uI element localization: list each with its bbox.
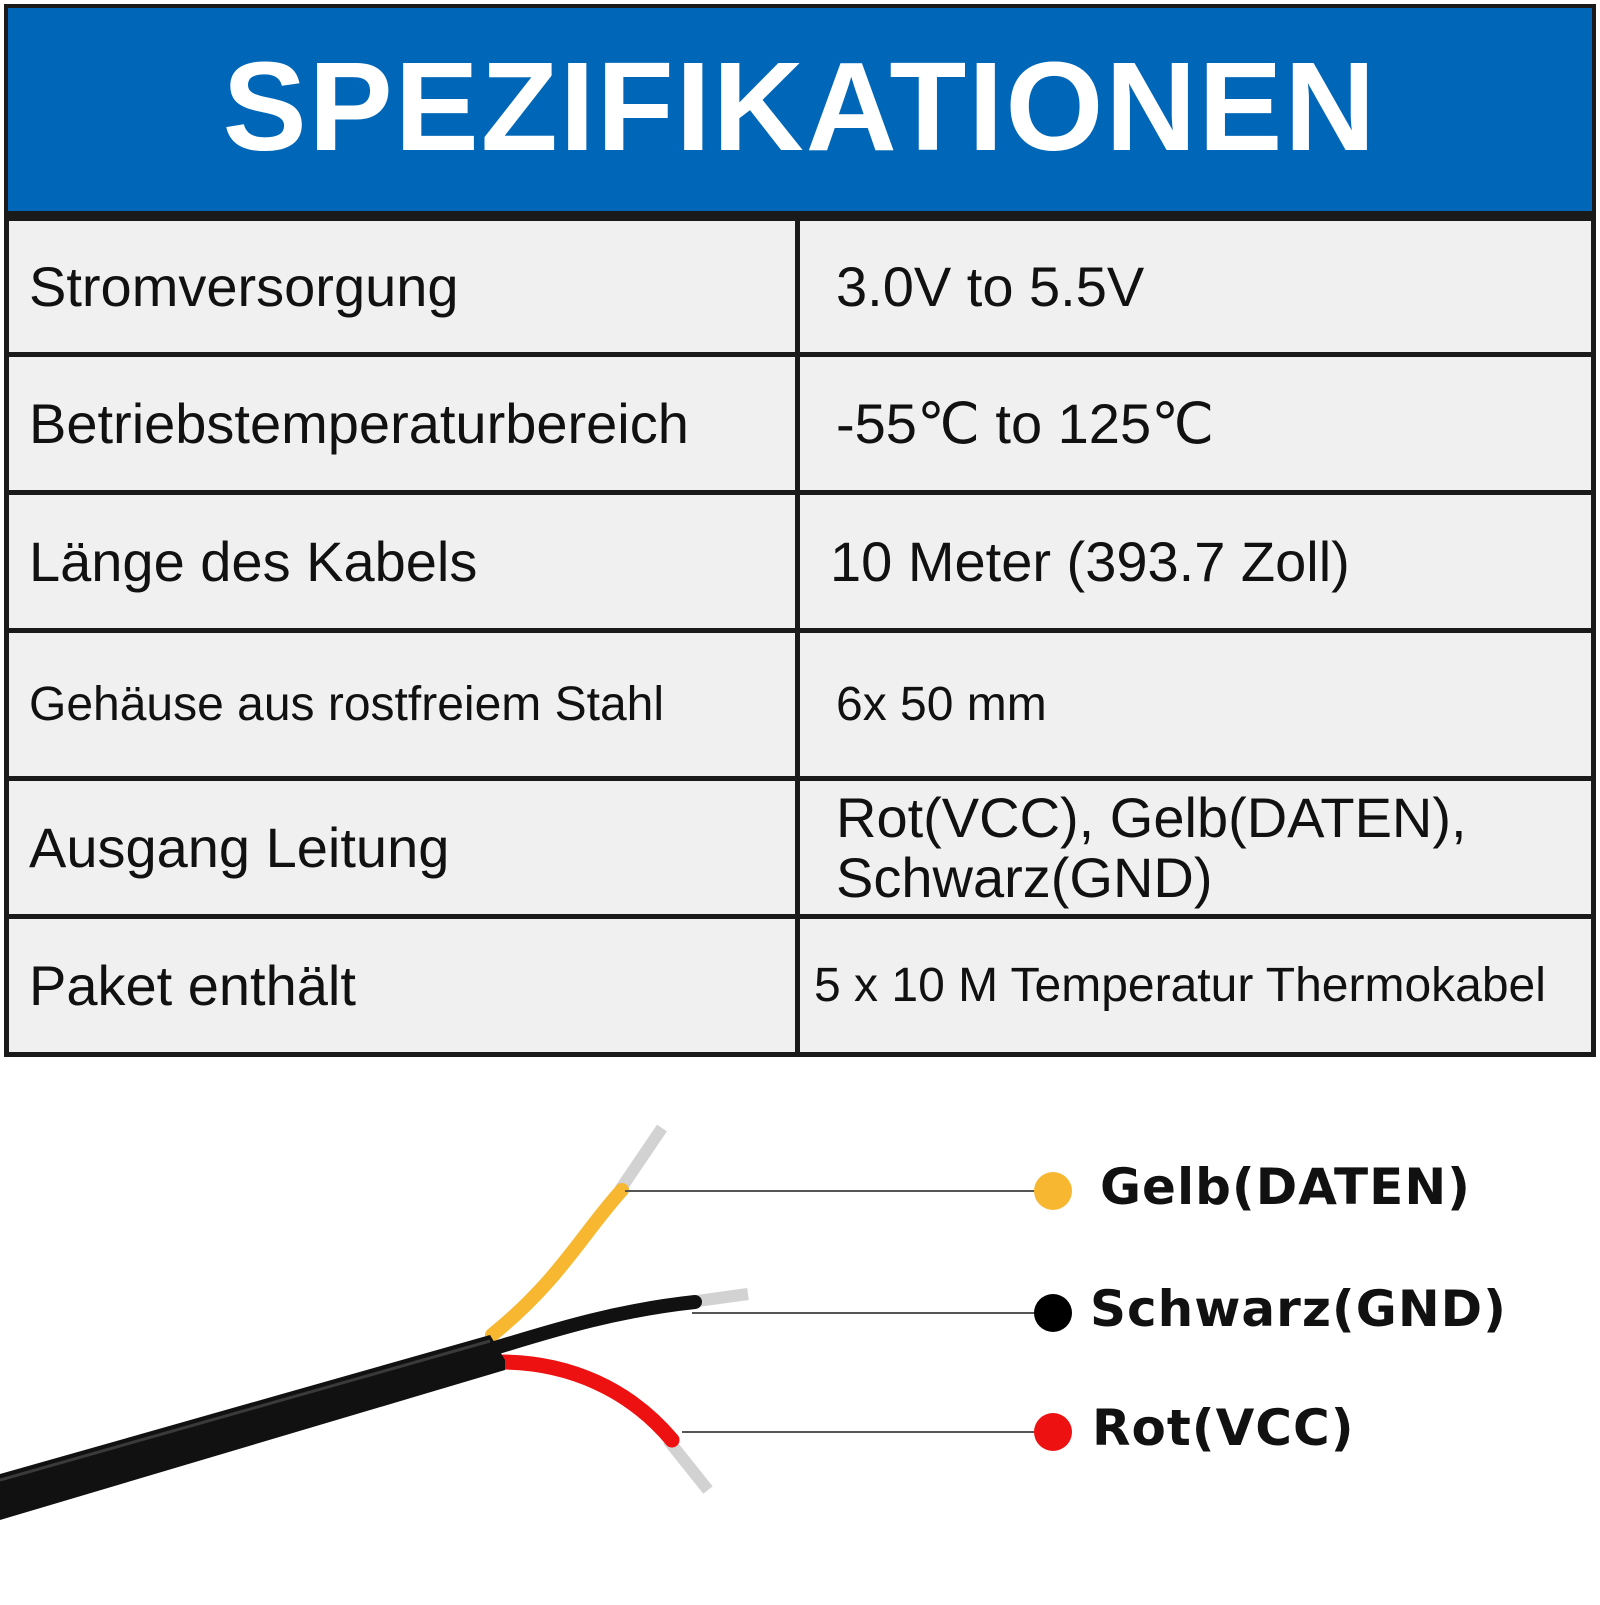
red-dot bbox=[1034, 1413, 1072, 1451]
spec-label: Länge des Kabels bbox=[7, 493, 798, 631]
spec-value: -55℃ to 125℃ bbox=[798, 355, 1594, 493]
spec-label: Ausgang Leitung bbox=[7, 779, 798, 917]
table-row bbox=[7, 917, 1594, 1055]
red-wire-tip bbox=[668, 1440, 708, 1490]
spec-label: Stromversorgung bbox=[7, 219, 798, 355]
page-title: SPEZIFIKATIONEN bbox=[222, 35, 1378, 177]
spec-label: Betriebstemperaturbereich bbox=[7, 355, 798, 493]
spec-label: Gehäuse aus rostfreiem Stahl bbox=[7, 631, 798, 779]
spec-value: Rot(VCC), Gelb(DATEN), Schwarz(GND) bbox=[798, 779, 1594, 917]
spec-value: 6x 50 mm bbox=[798, 631, 1594, 779]
spec-value: 3.0V to 5.5V bbox=[798, 219, 1594, 355]
black-dot bbox=[1034, 1294, 1072, 1332]
yellow-dot bbox=[1034, 1172, 1072, 1210]
cable-jacket bbox=[0, 1335, 505, 1520]
table-row bbox=[7, 219, 1594, 355]
table-row bbox=[7, 631, 1594, 779]
table-row bbox=[7, 493, 1594, 631]
wire-label-black: Schwarz(GND) bbox=[1090, 1280, 1508, 1338]
wire-label-yellow: Gelb(DATEN) bbox=[1100, 1158, 1472, 1216]
spec-table bbox=[4, 216, 1596, 1057]
header-banner bbox=[4, 4, 1596, 216]
spec-value: 10 Meter (393.7 Zoll) bbox=[798, 493, 1594, 631]
table-row bbox=[7, 779, 1594, 917]
spec-value: 5 x 10 M Temperatur Thermokabel bbox=[798, 917, 1594, 1055]
table-row bbox=[7, 355, 1594, 493]
cable-diagram bbox=[0, 1070, 1600, 1600]
yellow-wire-tip bbox=[620, 1128, 662, 1190]
wire-label-red: Rot(VCC) bbox=[1092, 1399, 1355, 1457]
spec-label: Paket enthält bbox=[7, 917, 798, 1055]
red-wire bbox=[500, 1362, 672, 1440]
cable-highlight bbox=[0, 1341, 490, 1480]
